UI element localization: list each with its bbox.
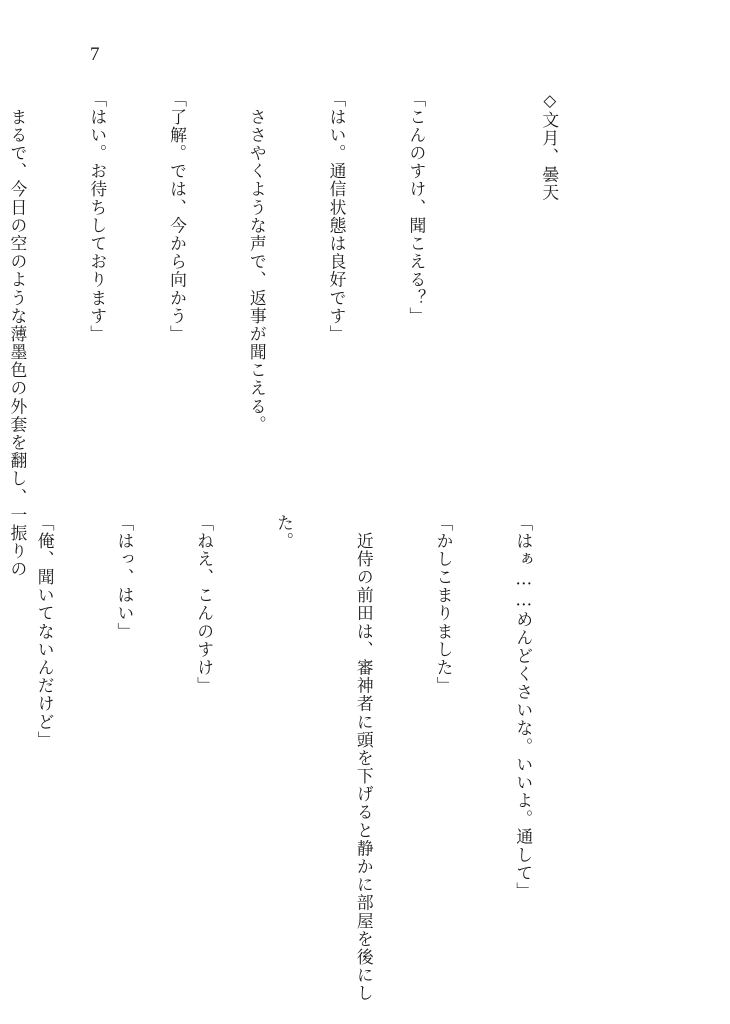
text-line: 「はぁ……めんどくさいな。いいよ。通して」 <box>513 514 534 901</box>
text-line: 「了解。では、今から向かう」 <box>167 90 188 344</box>
text-line: 「ねえ、こんのすけ」 <box>194 514 215 695</box>
text-line: た。 <box>274 514 295 551</box>
text-line: 「はっ、はい」 <box>114 514 135 641</box>
page-number: 7 <box>90 44 100 65</box>
lower-text-block <box>0 514 590 1003</box>
text-line: 「かしこまりました」 <box>434 514 455 695</box>
text-line: 近侍の前田は、審神者に頭を下げると静かに部屋を後にし <box>354 514 375 1003</box>
text-line: 「はい。通信状態は良好です」 <box>327 90 348 344</box>
text-line: 「俺、聞いてないんだけど」 <box>35 514 56 750</box>
text-line: 「こんのすけ、聞こえる？」 <box>406 90 427 326</box>
text-line: 「はい。お待ちしております」 <box>87 90 108 344</box>
section-heading: ◇文月、曇天 <box>539 90 560 202</box>
text-line: まるで、今日の空のような薄墨色の外套を翻し、一振りの <box>7 90 28 579</box>
text-line: ささやくような声で、返事が聞こえる。 <box>247 90 268 434</box>
